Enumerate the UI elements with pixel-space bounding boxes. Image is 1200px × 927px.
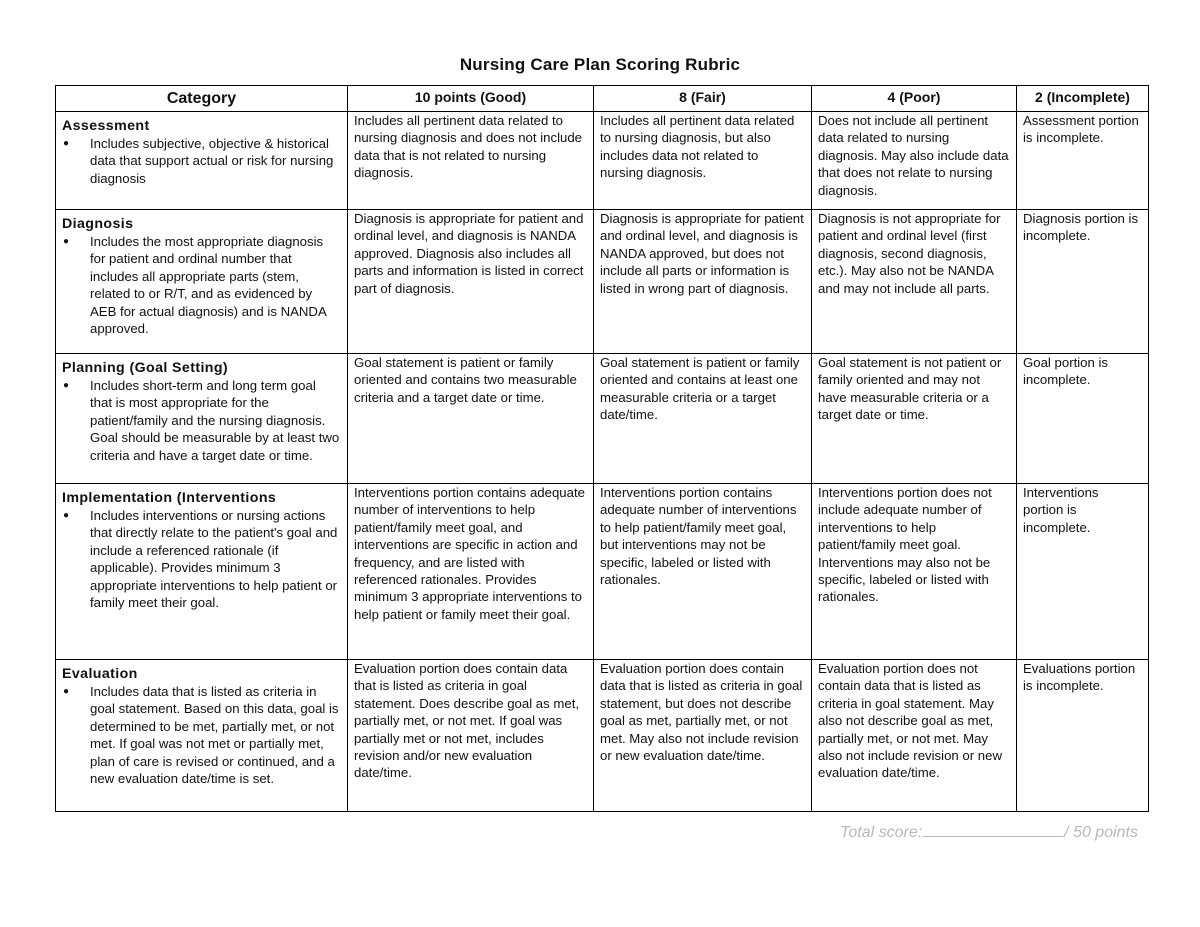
bullet-dot-icon: ● — [63, 510, 70, 521]
rubric-table — [55, 85, 1149, 812]
total-score-label: Total score: — [840, 824, 923, 841]
good-cell: Includes all pertinent data related to nursing diagnosis and does not include data that is not related to nursing diagnosis. — [348, 112, 594, 210]
poor-cell: Goal statement is not patient or family oriented and may not have measurable criteria or a target date or time. — [812, 354, 1017, 484]
incomplete-cell: Evaluations portion is incomplete. — [1017, 660, 1149, 812]
table-row — [56, 210, 1149, 354]
total-score — [840, 822, 1138, 842]
category-bullet — [62, 377, 341, 464]
category-title: Implementation (Interventions — [62, 490, 277, 506]
table-row — [56, 354, 1149, 484]
category-title: Assessment — [62, 118, 150, 134]
category-cell — [56, 484, 348, 660]
category-title: Evaluation — [62, 666, 138, 682]
incomplete-cell: Diagnosis portion is incomplete. — [1017, 210, 1149, 354]
category-description: Includes short-term and long term goal that is most appropriate for the patient/family and the nursing diagnosis. Goal should be measurable by at least two criteria and have a target date or time. — [90, 378, 340, 463]
total-score-blank[interactable] — [923, 822, 1063, 837]
header-category: Category — [56, 86, 348, 112]
category-bullet — [62, 135, 341, 187]
category-cell — [56, 660, 348, 812]
table-row — [56, 660, 1149, 812]
poor-cell: Interventions portion does not include adequate number of interventions to help patient/family meet goal. Interventions may also not be specific, labeled or listed with rationales. — [812, 484, 1017, 660]
category-description: Includes interventions or nursing actions that directly relate to the patient's goal and include a referenced rationale (if applicable). Provides minimum 3 appropriate interventions to help patient or family meet their goal. — [90, 508, 338, 611]
page-title: Nursing Care Plan Scoring Rubric — [459, 55, 741, 74]
header-poor: 4 (Poor) — [812, 86, 1017, 112]
fair-cell: Interventions portion contains adequate number of interventions to help patient/family meet goal, but interventions may not be specific, labeled or listed with rationales. — [594, 484, 812, 660]
category-description: Includes subjective, objective & historical data that support actual or risk for nursing diagnosis — [90, 136, 334, 186]
good-cell: Evaluation portion does contain data that is listed as criteria in goal statement. Does describe goal as met, partially met, or not met. If goal was partially met or not met, includes revision and/or new evaluation date/time. — [348, 660, 594, 812]
bullet-dot-icon: ● — [63, 686, 70, 697]
good-cell: Interventions portion contains adequate number of interventions to help patient/family meet goal, and interventions are specific in action and frequency, and are listed with referenced rationales. Provides minimum 3 appropriate interventions to help patient or family meet their goal. — [348, 484, 594, 660]
fair-cell: Evaluation portion does contain data that is listed as criteria in goal statement, but does not describe goal as met, partially met, or not met. May also not include revision or new evaluation date/time. — [594, 660, 812, 812]
poor-cell: Diagnosis is not appropriate for patient and ordinal level (first diagnosis, second diagnosis, etc.). May also not be NANDA and may not include all parts. — [812, 210, 1017, 354]
bullet-dot-icon: ● — [63, 380, 70, 391]
fair-cell: Includes all pertinent data related to nursing diagnosis, but also includes data not related to nursing diagnosis. — [594, 112, 812, 210]
bullet-dot-icon: ● — [63, 236, 70, 247]
category-title: Planning (Goal Setting) — [62, 360, 229, 376]
header-incomplete: 2 (Incomplete) — [1017, 86, 1149, 112]
header-good: 10 points (Good) — [348, 86, 594, 112]
category-cell — [56, 210, 348, 354]
good-cell: Goal statement is patient or family oriented and contains two measurable criteria and a target date or time. — [348, 354, 594, 484]
category-description: Includes data that is listed as criteria in goal statement. Based on this data, goal is determined to be met, partially met, or not met. If goal was not met or partially met, plan of care is revised or continued, and a new evaluation date/time is set. — [90, 684, 339, 787]
table-row — [56, 484, 1149, 660]
category-bullet — [62, 507, 341, 611]
poor-cell: Evaluation portion does not contain data that is listed as criteria in goal statement. May also not describe goal as met, partially met, or not met. May also not include revision or new evaluation date/time. — [812, 660, 1017, 812]
total-score-suffix: / 50 points — [1064, 824, 1138, 841]
header-fair: 8 (Fair) — [594, 86, 812, 112]
category-description: Includes the most appropriate diagnosis for patient and ordinal number that includes all appropriate parts (stem, related to or R/T, and as evidenced by AEB for actual diagnosis) and is NANDA approved. — [90, 234, 327, 337]
bullet-dot-icon: ● — [63, 138, 70, 149]
fair-cell: Goal statement is patient or family oriented and contains at least one measurable criteria or a target date/time. — [594, 354, 812, 484]
incomplete-cell: Goal portion is incomplete. — [1017, 354, 1149, 484]
fair-cell: Diagnosis is appropriate for patient and ordinal level, and diagnosis is NANDA approved, but does not include all parts or information is listed in wrong part of diagnosis. — [594, 210, 812, 354]
table-row — [56, 112, 1149, 210]
category-bullet — [62, 683, 341, 787]
good-cell: Diagnosis is appropriate for patient and ordinal level, and diagnosis is NANDA approved. Diagnosis also includes all parts and information is listed in correct part of diagnosis. — [348, 210, 594, 354]
incomplete-cell: Assessment portion is incomplete. — [1017, 112, 1149, 210]
category-cell — [56, 354, 348, 484]
header-row — [56, 86, 1149, 112]
category-cell — [56, 112, 348, 210]
poor-cell: Does not include all pertinent data related to nursing diagnosis. May also include data that does not relate to nursing diagnosis. — [812, 112, 1017, 210]
incomplete-cell: Interventions portion is incomplete. — [1017, 484, 1149, 660]
category-title: Diagnosis — [62, 216, 134, 232]
category-bullet — [62, 233, 341, 337]
